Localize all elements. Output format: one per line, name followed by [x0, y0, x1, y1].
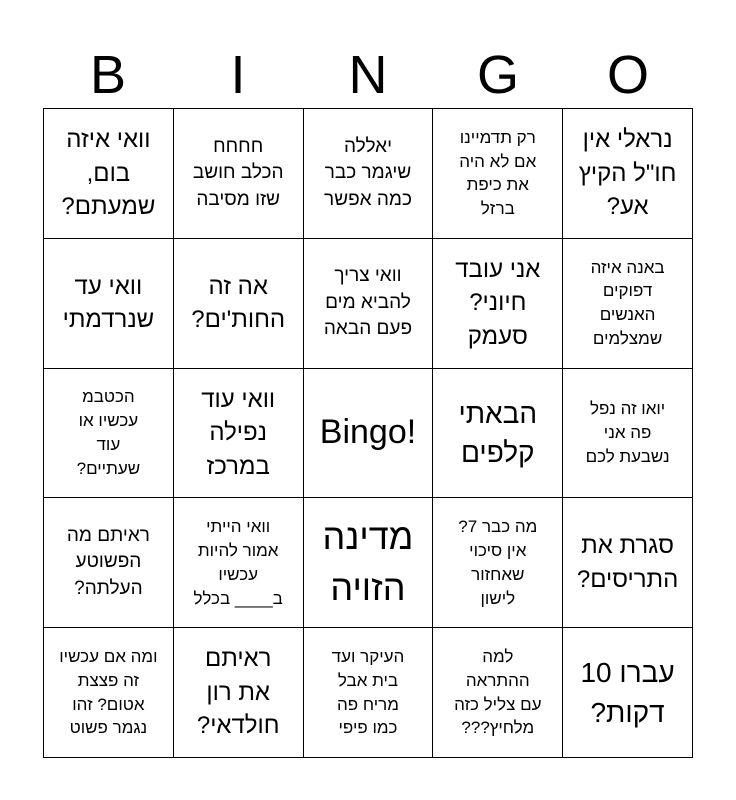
bingo-cell-r2-c1[interactable] [44, 239, 174, 369]
cell-text: יואו זה נפל פה אני נשבעת לכם [585, 399, 670, 466]
cell-text: וואי עוד נפילה במרכז [201, 385, 276, 480]
cell-text: וואי צריך להביא מים פעם הבאה [323, 265, 413, 340]
bingo-cell-r3-c2[interactable] [174, 369, 304, 499]
cell-text: וואי עד שנרדמתי [62, 272, 155, 334]
cell-text: יאללה שיגמר כבר כמה אפשר [324, 135, 412, 210]
bingo-cell-r5-c1[interactable] [44, 628, 174, 758]
cell-text: ומה אם עכשיו זה פצצת אטום? זהו נגמר פשוט [59, 647, 158, 738]
bingo-cell-r1-c4[interactable] [433, 109, 563, 239]
bingo-cell-r4-c3[interactable] [304, 498, 434, 628]
cell-text: למה ההתראה עם צליל כזה מלחיץ??? [454, 647, 542, 738]
cell-text: סגרת את התריסים? [576, 532, 679, 593]
cell-text: ראיתם מה הפשוטע העלתה? [66, 524, 150, 600]
bingo-cell-r2-c3[interactable] [304, 239, 434, 369]
bingo-cell-r2-c4[interactable] [433, 239, 563, 369]
cell-text: מדינה הזויה [322, 516, 414, 608]
bingo-cell-r3-c4[interactable] [433, 369, 563, 499]
cell-text: חחחח הכלב חושב שזו מסיבה [192, 135, 284, 210]
bingo-cell-r3-c1[interactable] [44, 369, 174, 499]
bingo-cell-r5-c4[interactable] [433, 628, 563, 758]
cell-text: וואי הייתי אמור להיות עכשיו ב____ בכלל [193, 517, 283, 608]
header-letter-o: O [606, 45, 649, 105]
bingo-cell-r1-c5[interactable] [563, 109, 693, 239]
cell-text: אה זה החות'ים? [191, 272, 286, 334]
cell-text: הכטבמ עכשיו או עוד שעתיים? [76, 387, 141, 478]
bingo-cell-r2-c2[interactable] [174, 239, 304, 369]
header-letter-b: B [89, 45, 127, 105]
cell-text: העיקר ועד בית אבל מריח פה כמו פיפי [331, 647, 405, 738]
bingo-cell-r5-c2[interactable] [174, 628, 304, 758]
bingo-header [43, 40, 693, 110]
bingo-cell-r4-c2[interactable] [174, 498, 304, 628]
bingo-cell-free[interactable] [304, 369, 434, 499]
bingo-cell-r2-c5[interactable] [563, 239, 693, 369]
header-letter-i: I [230, 45, 246, 105]
cell-text: אני עובד חיוני? סעמק [455, 255, 541, 350]
bingo-cell-r5-c5[interactable] [563, 628, 693, 758]
cell-text: רק תדמיינו אם לא היה את כיפת ברזל [459, 127, 537, 219]
cell-text: נראלי אין חו"ל הקיץ אע? [578, 126, 677, 221]
bingo-cell-r4-c1[interactable] [44, 498, 174, 628]
cell-text: ראיתם את רון חולדאי? [196, 645, 280, 740]
cell-text: מה כבר 7? אין סיכוי שאחזור לישון [458, 517, 538, 608]
bingo-cell-r1-c1[interactable] [44, 109, 174, 239]
bingo-board [43, 108, 693, 758]
bingo-cell-r1-c3[interactable] [304, 109, 434, 239]
bingo-cell-r4-c5[interactable] [563, 498, 693, 628]
bingo-cell-r5-c3[interactable] [304, 628, 434, 758]
bingo-cell-r4-c4[interactable] [433, 498, 563, 628]
header-letter-n: N [348, 45, 388, 105]
bingo-cell-r3-c5[interactable] [563, 369, 693, 499]
cell-text: וואי איזה בום, שמעתם? [61, 126, 156, 221]
cell-text: באנה איזה דפוקים האנשים שמצלמים [590, 257, 665, 348]
bingo-cell-r1-c2[interactable] [174, 109, 304, 239]
header-letter-g: G [476, 45, 519, 105]
free-space-label: Bingo! [319, 413, 417, 452]
cell-text: עברו 10 דקות? [580, 657, 675, 728]
cell-text: הבאתי קלפים [458, 397, 538, 468]
